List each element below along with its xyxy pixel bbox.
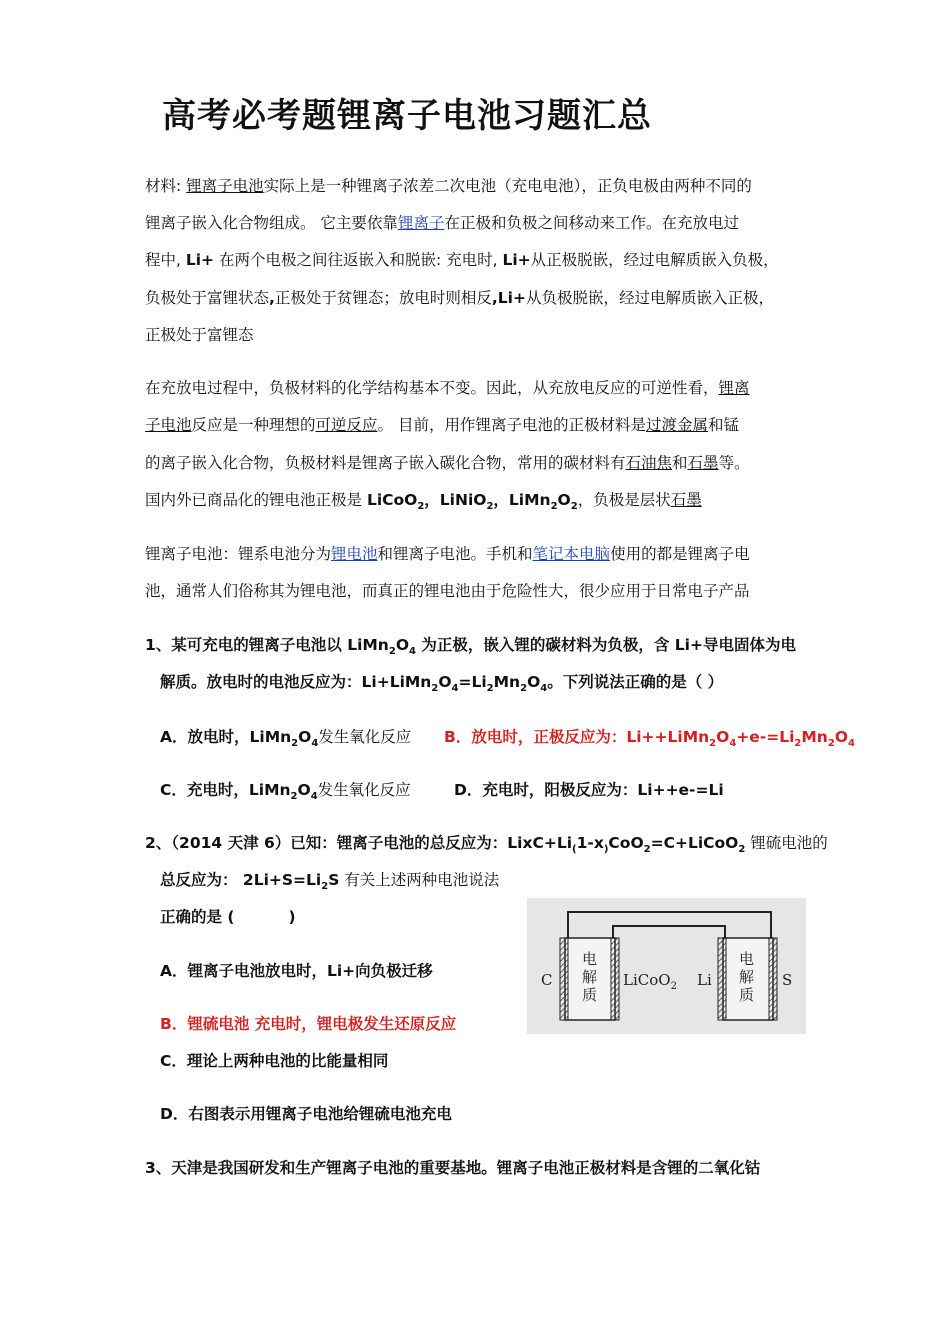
label-electrolyte-1-ch3: 质 [582, 986, 598, 1004]
para1-line5: 正极处于富锂态 [145, 326, 254, 344]
right-electrode-li [718, 938, 726, 1020]
label-c: C [541, 971, 553, 989]
para2-line3: 的离子嵌入化合物，负极材料是锂离子嵌入碳化合物，常用的碳材料有石油焦和石墨等。 [145, 454, 750, 472]
q2-stem-line1: 2、（2014 天津 6）已知：锂离子电池的总反应为：$LixC+Li_(1-x_)CoO_2=C+LiCoO_2$ 锂硫电池的 [145, 834, 828, 855]
label-electrolyte-2-ch1: 电 [739, 950, 755, 968]
label-electrolyte-2-ch3: 质 [739, 986, 755, 1004]
q2-option-c[interactable]: C．理论上两种电池的比能量相同 [160, 1052, 389, 1070]
para1-line4: 负极处于富锂状态,正极处于贫锂态；放电时则相反,Li+从负极脱嵌，经过电解质嵌入正极， [145, 289, 775, 307]
para1-line3: 程中, Li+ 在两个电极之间往返嵌入和脱嵌: 充电时, Li+从正极脱嵌，经过电解质嵌入负极， [145, 251, 779, 269]
link-laptop[interactable]: 笔记本电脑 [532, 545, 611, 563]
para3-line2: 池，通常人们俗称其为锂电池，而真正的锂电池由于危险性大，很少应用于日常电子产品 [145, 582, 750, 600]
q2-stem-line3: 正确的是 ( ) [160, 908, 296, 926]
para2-line2: 子电池反应是一种理想的可逆反应。 目前，用作锂离子电池的正极材料是过渡金属和锰 [145, 416, 740, 434]
link-li-ion[interactable]: 锂离子 [397, 214, 445, 232]
q2-stem-line2: 总反应为： $2Li+S=Li_2S$ 有关上述两种电池说法 [160, 871, 500, 892]
q2-option-b[interactable]: B．锂硫电池 充电时，锂电极发生还原反应 [160, 1015, 457, 1033]
left-electrode-licoo2 [611, 938, 619, 1020]
q1-option-a[interactable]: A．放电时，$LiMn_2O_4$发生氧化反应 [160, 728, 412, 749]
q1-option-d[interactable]: D．充电时，阳极反应为：Li++e-=Li [454, 781, 724, 799]
battery-diagram [527, 898, 806, 1034]
para1-line2: 锂离子嵌入化合物组成。 它主要依靠锂离子在正极和负极之间移动来工作。在充放电过 [145, 214, 739, 232]
para2-line4: 国内外已商品化的锂电池正极是 LiCoO$_2$，LiNiO$_2$，$LiMn_2O_2$，负极是层状石墨 [145, 491, 702, 512]
label-electrolyte-1-ch1: 电 [582, 950, 598, 968]
label-li: Li [697, 971, 712, 989]
q3-stem-line1: 3、天津是我国研发和生产锂离子电池的重要基地。锂离子电池正极材料是含锂的二氧化钴 [145, 1159, 761, 1177]
q1-option-c[interactable]: C．充电时，$LiMn_2O_4$发生氧化反应 [160, 781, 411, 802]
right-electrode-s [769, 938, 777, 1020]
q1-option-b[interactable]: B．放电时，正极反应为：$Li++LiMn_2O_4+e-=Li_2Mn_2O_4$ [444, 728, 855, 749]
q1-stem-line1: 1、某可充电的锂离子电池以 $LiMn_2O_4$ 为正极，嵌入锂的碳材料为负极，含 Li+导电固体为电 [145, 636, 796, 657]
q1-stem-line2: 解质。放电时的电池反应为：$Li+LiMn_2O_4=Li_2Mn_2O_4$。下列说法正确的是（ ） [160, 673, 724, 694]
para1-line1: 材料: 锂离子电池实际上是一种锂离子浓差二次电池（充电电池），正负电极由两种不同的 [145, 177, 752, 195]
label-licoo2: LiCoO$_2$ [623, 971, 677, 992]
para3-line1: 锂离子电池：锂系电池分为锂电池和锂离子电池。手机和笔记本电脑使用的都是锂离子电 [145, 545, 750, 563]
label-electrolyte-1-ch2: 解 [582, 968, 598, 986]
label-s: S [782, 971, 793, 989]
para2-line1: 在充放电过程中，负极材料的化学结构基本不变。因此，从充放电反应的可逆性看，锂离 [145, 379, 750, 397]
term-li-ion-battery: 锂离子电池 [186, 177, 264, 195]
q2-option-d[interactable]: D．右图表示用锂离子电池给锂硫电池充电 [160, 1105, 452, 1123]
battery-diagram-svg [527, 898, 806, 1034]
label-electrolyte-2-ch2: 解 [739, 968, 755, 986]
page-title: 高考必考题锂离子电池习题汇总 [162, 96, 652, 136]
left-electrode-c [560, 938, 568, 1020]
q2-option-a[interactable]: A．锂离子电池放电时，Li+向负极迁移 [160, 962, 433, 980]
link-li-battery[interactable]: 锂电池 [331, 545, 378, 563]
inner-wire [613, 926, 725, 938]
